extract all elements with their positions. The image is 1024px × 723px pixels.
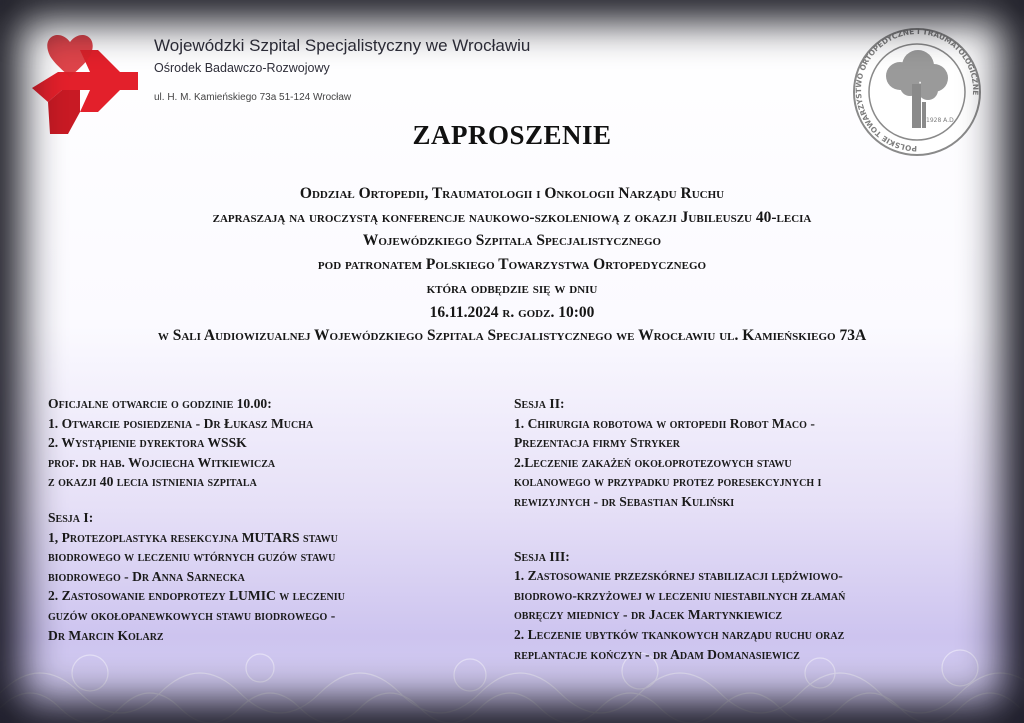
program-line: biodrowo-krzyżowej w leczeniu niestabilnych złamań (514, 587, 846, 603)
program-line: 1. Otwarcie posiedzenia - Dr Łukasz Mucha (48, 415, 314, 431)
intro-line: Wojewódzkiego Szpitala Specjalistycznego (362, 232, 662, 250)
program-block-session-3 (514, 547, 954, 665)
program-heading: Sesja III: (514, 548, 570, 564)
event-venue: w Sali Audiowizualnej Wojewódzkiego Szpitala Specjalistycznego we Wrocławiu ul. Kamieńskiego 73A (157, 327, 867, 345)
program-line: biodrowego w leczeniu wtórnych guzów stawu (48, 549, 336, 565)
program-heading: Sesja I: (48, 509, 94, 525)
program-line: 2.Leczenie zakażeń okołoprotezowych stawu (514, 454, 792, 470)
hospital-subtitle: Ośrodek Badawczo-Rozwojowy (154, 61, 330, 75)
program-line: z okazji 40 lecia istnienia szpitala (48, 474, 257, 490)
program-line: replantacje kończyn - dr Adam Domanasiewicz (514, 646, 800, 662)
program-line: 1. Zastosowanie przezskórnej stabilizacji lędźwiowo- (514, 568, 843, 584)
program-line: 2. Wystąpienie dyrektora WSSK (48, 435, 247, 451)
program-heading: Oficjalne otwarcie o godzinie 10.00: (48, 396, 272, 411)
program-block-session-2 (514, 394, 954, 512)
intro-line: pod patronatem Polskiego Towarzystwa Ortopedycznego (317, 256, 707, 274)
program-line: 1, Protezoplastyka resekcyjna MUTARS stawu (48, 529, 338, 545)
heart-icon (47, 35, 92, 78)
program-line: 2. Leczenie ubytków tkankowych narządu ruchu oraz (514, 626, 845, 642)
program-block-opening (48, 394, 488, 492)
program-line: Dr Marcin Kolarz (48, 627, 164, 643)
program-line: 2. Zastosowanie endoprotezy LUMIC w leczeniu (48, 588, 345, 604)
seal-year: 1928 A.D. (926, 117, 956, 124)
program-left-column (48, 394, 488, 645)
program-line: kolanowego w przypadku protez poresekcyjnych i (514, 474, 822, 490)
invitation-title: ZAPROSZENIE (412, 120, 612, 150)
intro-line: zapraszają na uroczystą konferencje naukowo-szkoleniową z okazji Jubileuszu 40-lecia (212, 208, 812, 226)
program-line: obręczy miednicy - dr Jacek Martynkiewicz (514, 607, 783, 623)
program-line: prof. dr hab. Wojciecha Witkiewicza (48, 454, 276, 470)
hospital-logo (28, 30, 140, 134)
hospital-name: Wojewódzki Szpital Specjalistyczny we Wrocławiu (154, 36, 531, 55)
seal-text: POLSKIE TOWARZYSTWO ORTOPEDYCZNE I TRAUMATOLOGICZNE (853, 26, 981, 154)
program-line: Prezentacja firmy Stryker (514, 435, 681, 451)
event-date: 16.11.2024 r. godz. 10:00 (429, 303, 595, 321)
program-line: 1. Chirurgia robotowa w ortopedii Robot Maco - (514, 415, 815, 431)
program-block-session-1 (48, 508, 488, 645)
program-heading: Sesja II: (514, 396, 565, 411)
program-line: guzów okołopanewkowych stawu biodrowego - (48, 607, 336, 623)
program-line: rewizyjnych - dr Sebastian Kuliński (514, 493, 735, 509)
intro-line: Oddział Ortopedii, Traumatologii i Onkologii Narządu Ruchu (299, 185, 725, 202)
invitation-intro (20, 182, 1004, 348)
intro-line: która odbędzie się w dniu (426, 279, 598, 297)
hospital-address: ul. H. M. Kamieńskiego 73a 51-124 Wrocław (154, 92, 352, 103)
program-line: biodrowego - Dr Anna Sarnecka (48, 568, 245, 584)
program-right-column (514, 394, 954, 664)
